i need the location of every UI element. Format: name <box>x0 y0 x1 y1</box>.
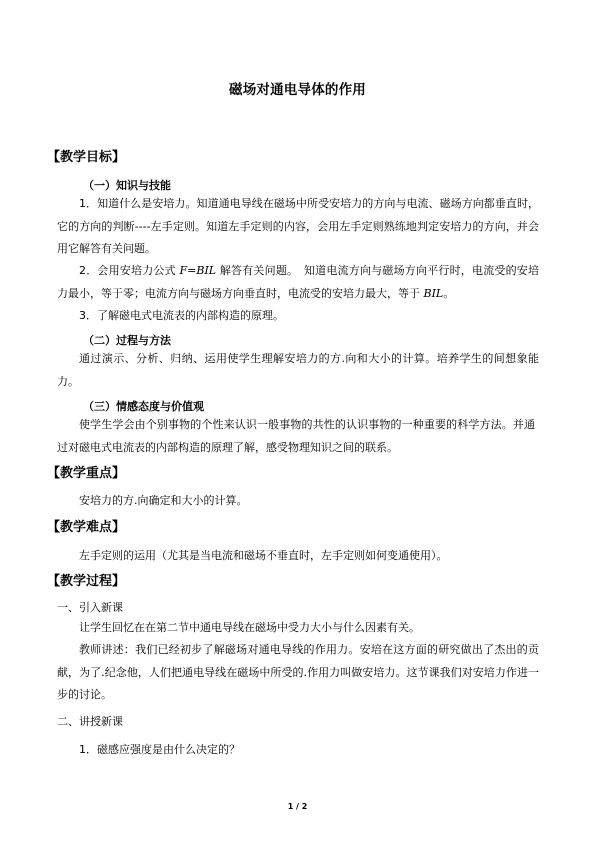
text-run: 解答有关问题。 知道电流方向与磁场方向平行时，电流受的安培力最小，等于零；电流方向与磁场方向垂直时，电流受的安培力最大，等于 <box>57 264 539 300</box>
section-heading-difficulty: 【教学难点】 <box>47 520 126 535</box>
question-1: 1．磁感应强度是由什么决定的？ <box>79 743 240 756</box>
paragraph-emotion: 使学生学会由个别事物的个性来认识一般事物的共性的认识事物的一种重要的科学方法。并通过对磁电式电流表的内部构造的原理了解，感受物理知识之间的联系。 <box>57 418 535 454</box>
section-heading-process: 【教学过程】 <box>47 574 126 589</box>
text-run: 。 <box>443 286 455 300</box>
document-title: 磁场对通电导体的作用 <box>229 82 366 98</box>
subheading-process-methods: （二）过程与方法 <box>83 334 171 347</box>
subheading-emotion-values: （三）情感态度与价值观 <box>83 400 204 413</box>
paragraph-intro-2: 教师讲述：我们已经初步了解磁场对通电导线的作用力。安培在这方面的研究做出了杰出的贡献，为了.纪念他，人们把通电导线在磁场中所受的.作用力叫做安培力。这节课我们对安培力作进一步的讨论。 <box>57 643 539 701</box>
part-heading-new-lesson: 二、讲授新课 <box>57 715 123 728</box>
page-number: 1 / 2 <box>287 802 308 811</box>
formula-text: BIL <box>423 286 444 300</box>
formula-text: F=BIL <box>179 264 217 277</box>
paragraph-knowledge-3: 3．了解磁电式电流表的内部构造的原理。 <box>79 309 284 322</box>
focus-text: 安培力的方.向确定和大小的计算。 <box>79 494 248 507</box>
section-heading-goals: 【教学目标】 <box>47 150 126 165</box>
text-run: 2．会用安培力公式 <box>79 264 180 277</box>
paragraph-process: 通过演示、分析、归纳、运用使学生理解安培力的方.向和大小的计算。培养学生的间想象能力。 <box>57 352 539 388</box>
paragraph-knowledge-1: 1．知道什么是安培力。知道通电导线在磁场中所受安培力的方向与电流、磁场方向都垂直时，它的方向的判断----左手定则。知道左手定则的内容，会用左手定则熟练地判定安培力的方向，并会用它解答有关问题。 <box>57 197 539 255</box>
subheading-knowledge-skills: （一）知识与技能 <box>83 179 171 192</box>
part-heading-intro: 一、引入新课 <box>57 601 123 614</box>
paragraph-intro-1: 让学生回忆在在第二节中通电导线在磁场中受力大小与什么因素有关。 <box>79 621 420 634</box>
difficulty-text: 左手定则的运用（尤其是当电流和磁场不垂直时，左手定则如何变通使用）。 <box>79 549 448 562</box>
paragraph-knowledge-2 <box>57 260 539 306</box>
section-heading-focus: 【教学重点】 <box>47 466 126 481</box>
